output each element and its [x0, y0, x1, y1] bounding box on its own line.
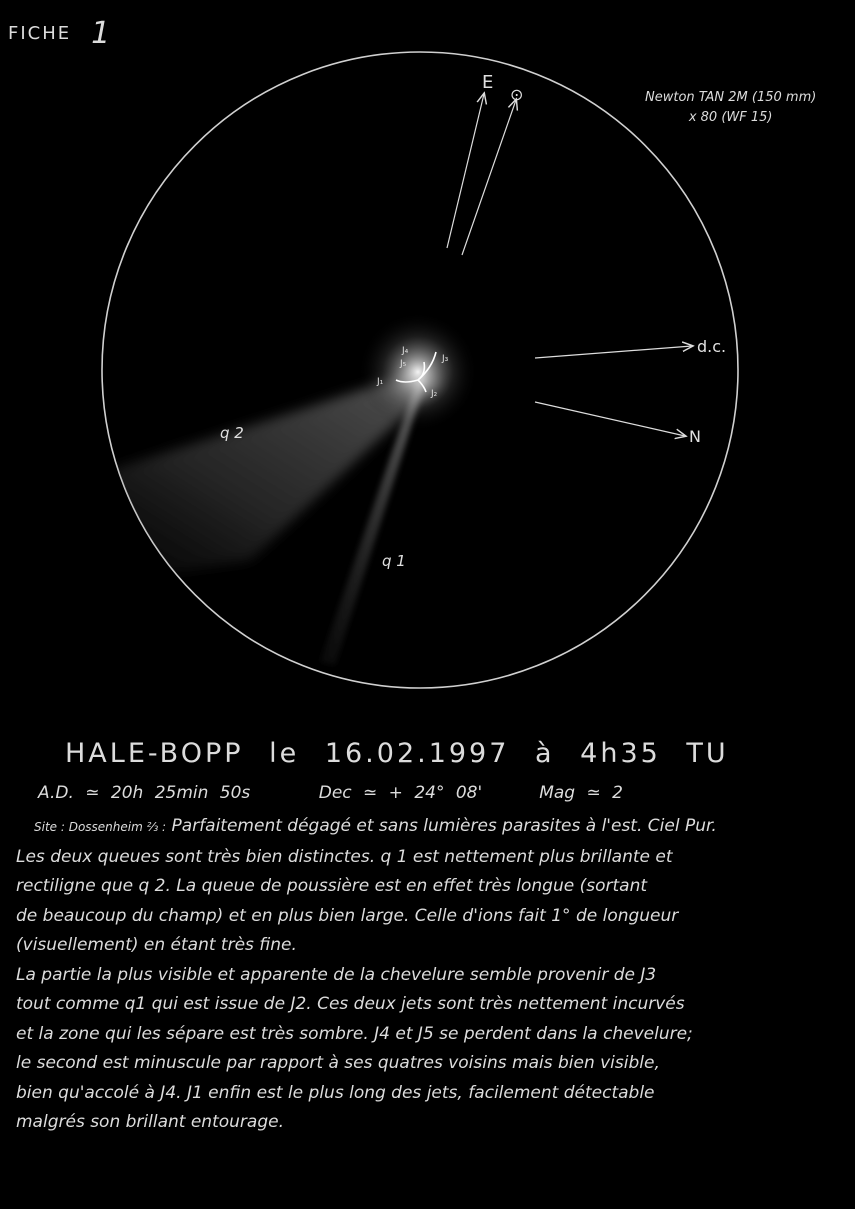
observation-title	[65, 738, 729, 769]
sheet-label-text: FICHE	[8, 23, 72, 44]
observation-time: 4h35 TU	[580, 738, 729, 769]
east-arrow	[447, 94, 484, 248]
right-ascension: A.D. ≃ 20h 25min 50s	[38, 783, 251, 803]
notes-line-8: et la zone qui les sépare est très sombre. J4 et J5 se perdent dans la chevelure;	[16, 1023, 693, 1044]
sun-symbol: ⊙	[510, 85, 524, 104]
object-name: HALE-BOPP	[65, 738, 244, 769]
north-label: N	[689, 427, 701, 446]
north-arrow	[535, 402, 685, 436]
sheet-number: 1	[91, 16, 113, 51]
coordinates	[38, 783, 623, 803]
sun-arrow	[462, 100, 516, 255]
jet-4-label: J₄	[402, 346, 409, 356]
notes-line-2: Les deux queues sont très bien distinctes. q 1 est nettement plus brillante et	[16, 846, 673, 867]
notes-line-3: rectiligne que q 2. La queue de poussière est en effet très longue (sortant	[16, 876, 648, 896]
notes-line-10: bien qu'accolé à J4. J1 enfin est le plus long des jets, facilement détectable	[16, 1082, 655, 1103]
notes-line	[16, 812, 836, 843]
notes-line-9: le second est minuscule par rapport à ses quatres voisins mais bien visible,	[16, 1053, 660, 1073]
coma	[358, 312, 478, 432]
notes-line-1: Parfaitement dégagé et sans lumières parasites à l'est. Ciel Pur.	[171, 816, 717, 836]
instrument-line-1: Newton TAN 2M (150 mm)	[645, 90, 817, 105]
notes-line-11: malgrés son brillant entourage.	[16, 1112, 284, 1132]
observation-date: le 16.02.1997	[269, 738, 510, 769]
at-word: à	[535, 738, 555, 769]
notes-line-4: de beaucoup du champ) et en plus bien large. Celle d'ions fait 1° de longueur	[16, 905, 679, 926]
observation-notes	[16, 812, 836, 1138]
daily-motion-label: d.c.	[697, 337, 727, 356]
daily-motion-arrow	[535, 346, 692, 358]
notes-line-6: La partie la plus visible et apparente de la chevelure semble provenir de J3	[16, 964, 657, 985]
magnitude: Mag ≃ 2	[539, 783, 623, 803]
notes-line-7: tout comme q1 qui est issue de J2. Ces deux jets sont très nettement incurvés	[16, 994, 685, 1014]
jet-2-label: J₂	[431, 389, 438, 399]
jet-3-label: J₃	[442, 354, 449, 364]
ion-tail-label: q 1	[382, 552, 406, 570]
east-label: E	[482, 72, 494, 93]
notes-line-5: (visuellement) en étant très fine.	[16, 935, 297, 955]
site-prefix: Site : Dossenheim ⅔ :	[34, 820, 167, 834]
dust-tail-label: q 2	[220, 424, 244, 442]
instrument-line-2: x 80 (WF 15)	[688, 110, 773, 125]
declination: Dec ≃ + 24° 08'	[318, 783, 483, 803]
jet-5-label: J₅	[400, 359, 407, 369]
jet-1-label: J₁	[377, 377, 384, 387]
